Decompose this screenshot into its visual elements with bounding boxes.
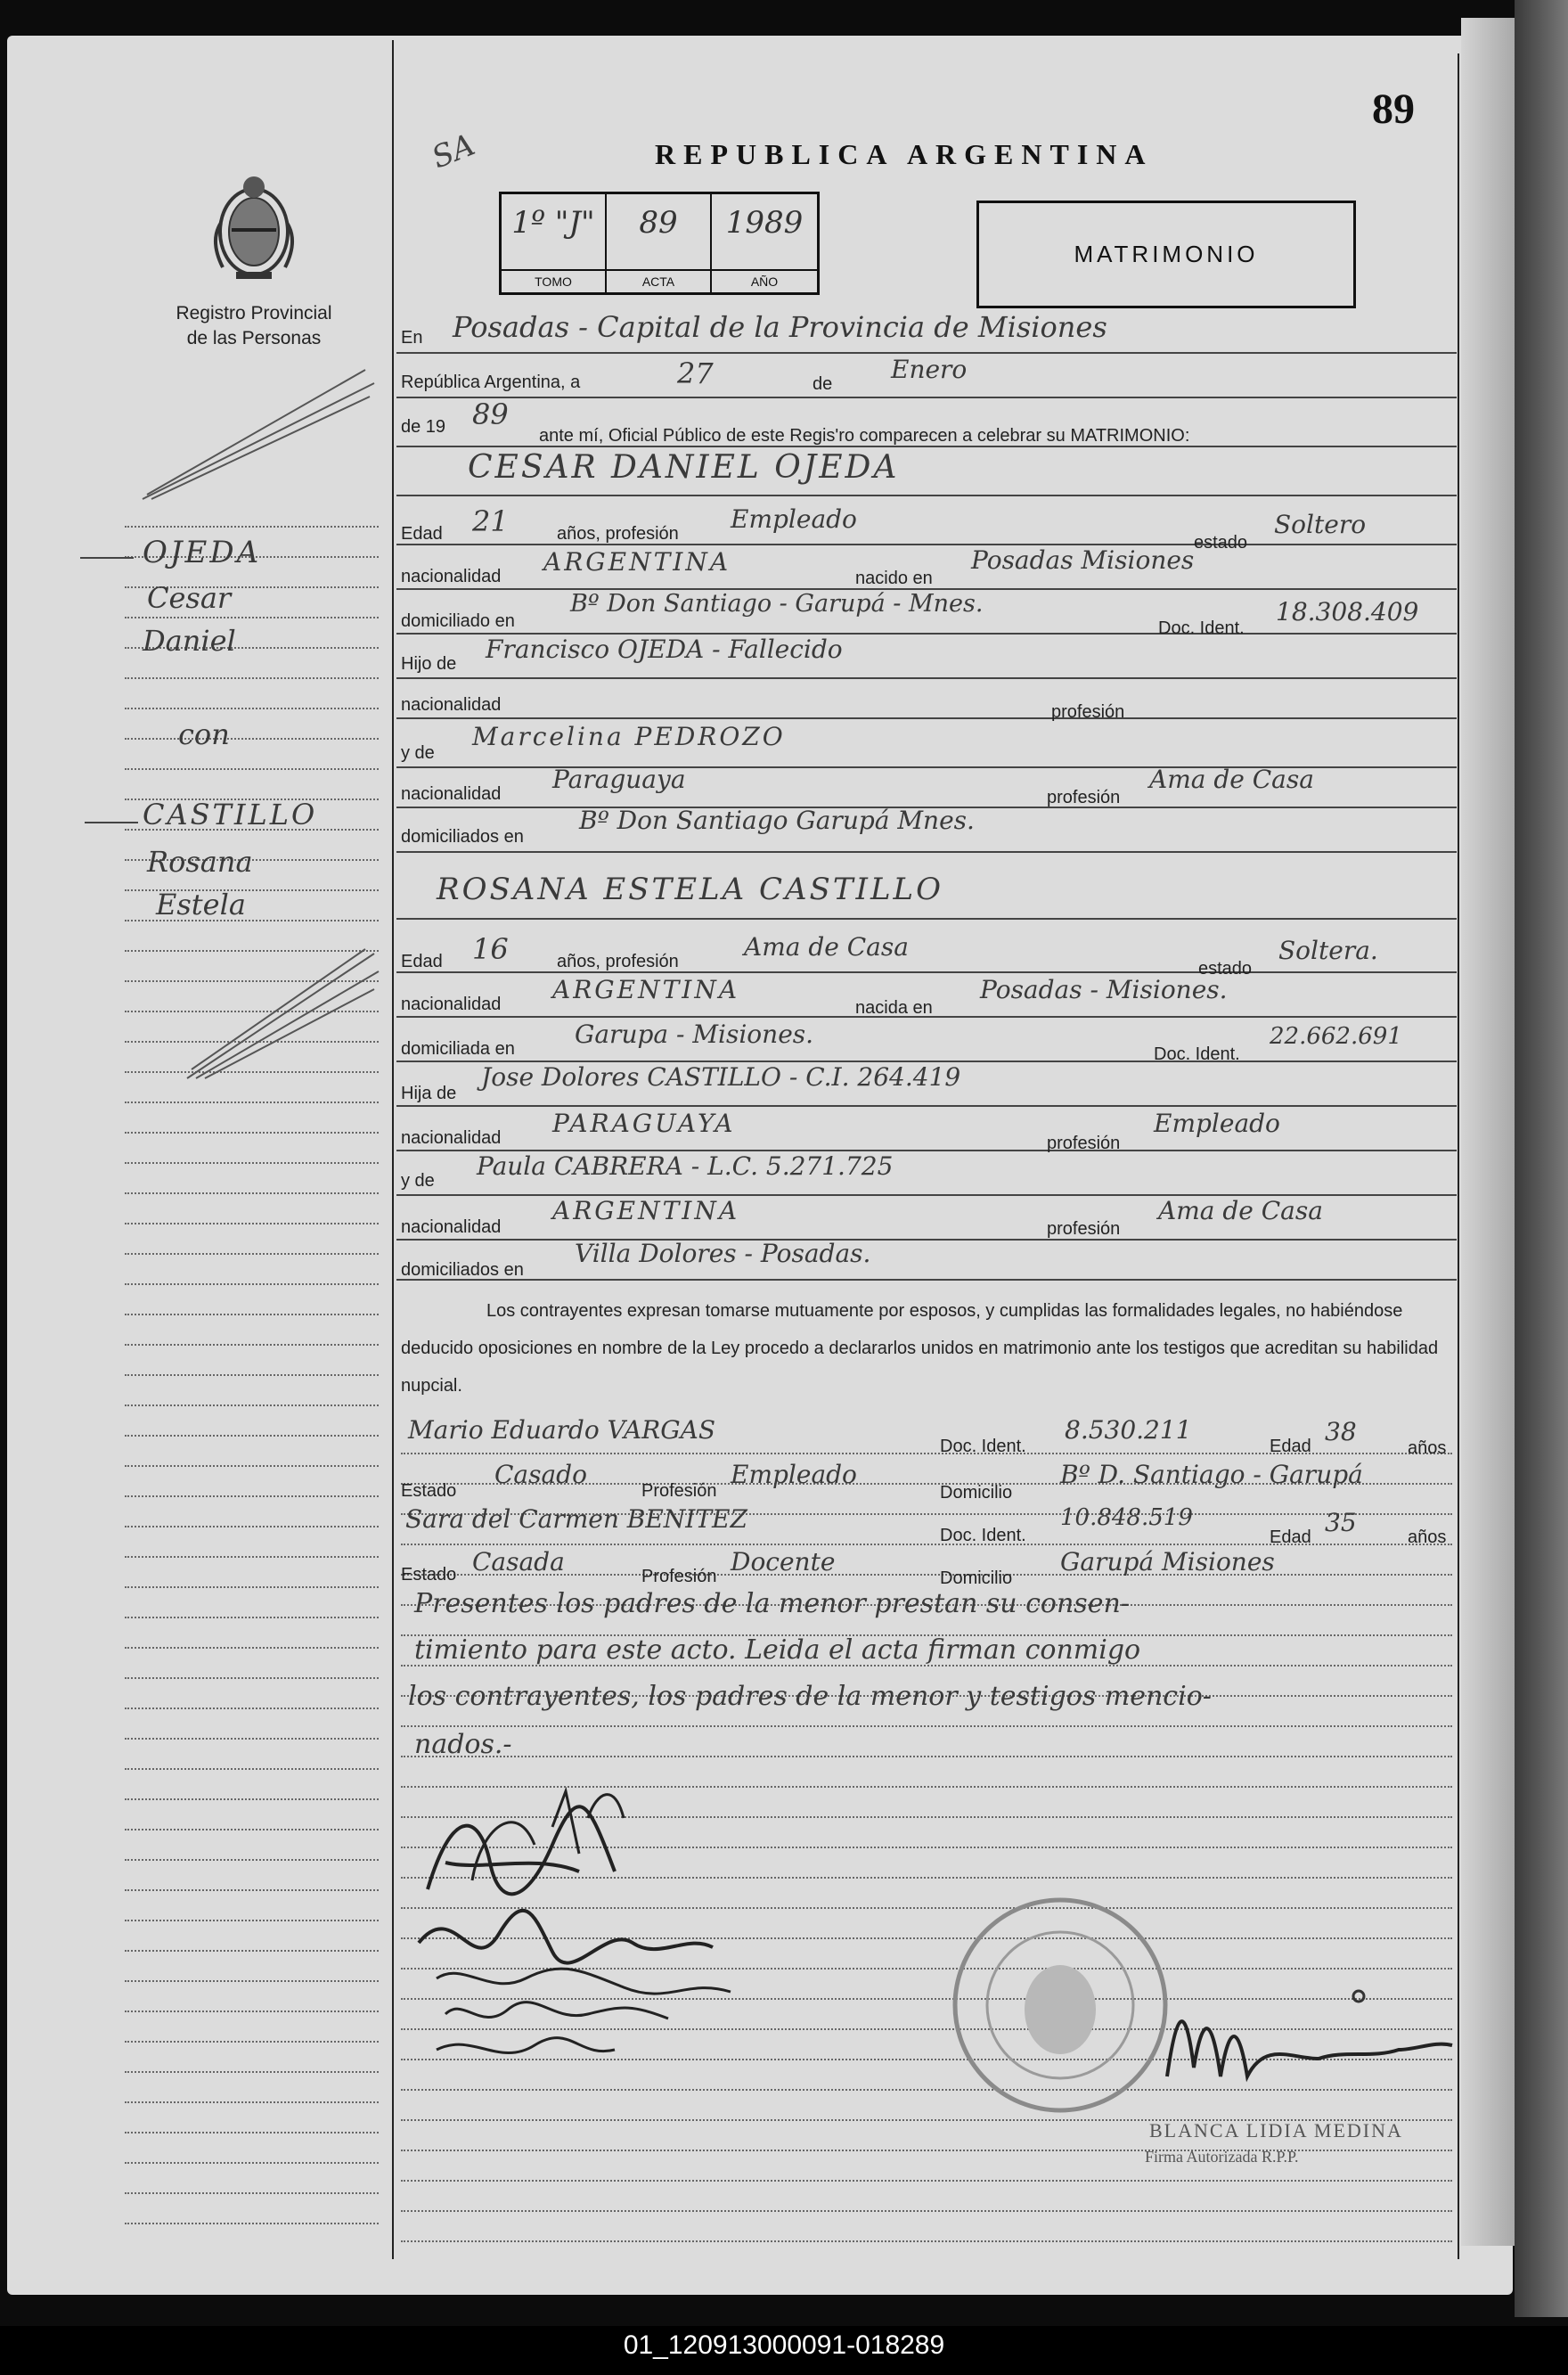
margin-rule [125,1102,379,1103]
bride-nationality: ARGENTINA [552,975,740,1004]
label-nacido-en: nacido en [855,569,933,588]
witness-2-profession: Docente [731,1547,836,1577]
label-anos-profesion: años, profesión [557,524,679,544]
witness-1-address: Bº D. Santiago - Garupá [1060,1460,1363,1489]
label-doc-ident: Doc. Ident. [940,1526,1026,1545]
form-rule [396,352,1457,354]
margin-rule [125,1708,379,1709]
margin-bride-name-2: Estela [156,888,246,921]
label-domiciliada-en: domiciliada en [401,1039,515,1059]
margin-rule [125,2071,379,2073]
groom-parents-address: Bº Don Santiago Garupá Mnes. [579,806,975,835]
margin-dash [80,557,134,559]
label-domiciliados-en: domiciliados en [401,827,524,847]
bride-mother: Paula CABRERA - L.C. 5.271.725 [477,1151,894,1181]
bride-birthplace: Posadas - Misiones. [980,975,1228,1004]
bride-father-nationality: PARAGUAYA [552,1109,736,1138]
label-domicilio: Domicilio [940,1483,1013,1503]
form-rule [396,397,1457,398]
groom-age: 21 [472,504,509,538]
margin-rule [125,1950,379,1952]
label-republica: República Argentina, a [401,373,581,392]
witness-2-status: Casada [472,1547,565,1577]
margin-rule [125,1768,379,1770]
officer-name: BLANCA LIDIA MEDINA [1149,2119,1403,2142]
bride-address: Garupa - Misiones. [575,1020,814,1049]
label-doc-ident: Doc. Ident. [940,1437,1026,1456]
label-nacionalidad: nacionalidad [401,567,502,586]
label-domiciliados-en: domiciliados en [401,1260,524,1280]
groom-name: CESAR DANIEL OJEDA [468,449,900,486]
label-nacionalidad: nacionalidad [401,995,502,1014]
margin-rule [125,1889,379,1891]
officer-title: Firma Autorizada R.P.P. [1145,2148,1299,2166]
margin-rule [125,1405,379,1406]
groom-doc: 18.308.409 [1276,597,1419,627]
label-nacionalidad: nacionalidad [401,695,502,715]
ano-label: AÑO [712,269,817,292]
margin-rule [125,1526,379,1527]
label-hija-de: Hija de [401,1084,457,1103]
bride-mother-profession: Ama de Casa [1158,1196,1323,1225]
tomo-label: TOMO [502,269,605,292]
form-rule [401,2240,1452,2242]
margin-rule [125,1132,379,1134]
bride-parents-address: Villa Dolores - Posadas. [575,1239,871,1268]
label-anos: años [1408,1438,1447,1458]
official-seal [944,1889,1176,2121]
margin-rule [125,1586,379,1588]
signatures-image [401,1765,775,2085]
witness-2-doc: 10.848.519 [1060,1504,1193,1531]
label-anos-profesion: años, profesión [557,952,679,971]
witness-1-status: Casado [494,1460,587,1489]
page-edge-shadow [1461,18,1515,2246]
margin-rule [125,1556,379,1558]
footer-id: 01_120913000091-018289 [623,2330,945,2360]
officer-signature [1149,1978,1470,2103]
label-hijo-de: Hijo de [401,654,457,674]
witness-1-age: 38 [1325,1417,1357,1446]
margin-rule [125,1829,379,1830]
label-profesion: profesión [1047,1219,1121,1239]
form-rule [401,2210,1452,2212]
groom-mother-profession: Ama de Casa [1149,765,1314,794]
note-line-4: nados.- [414,1729,512,1760]
witness-2-age: 35 [1325,1508,1357,1537]
groom-mother: Marcelina PEDROZO [472,722,786,751]
document-type-box [976,201,1356,308]
margin-rule [125,1374,379,1376]
label-estado: Estado [401,1565,457,1585]
ano-value: 1989 [725,205,804,241]
reference-box [499,192,820,295]
form-rule [396,717,1457,719]
registry-label [134,301,374,351]
margin-rule [125,1647,379,1649]
label-domiciliado-en: domiciliado en [401,611,515,631]
witness-2-address: Garupá Misiones [1060,1547,1275,1577]
margin-dash [85,822,138,823]
right-border [1458,53,1459,2259]
groom-mother-nationality: Paraguaya [552,765,686,794]
groom-nationality: ARGENTINA [543,547,731,577]
day: 27 [677,356,714,390]
label-estado: estado [1198,959,1253,979]
margin-con: con [178,717,230,751]
year-suffix: 89 [472,397,509,431]
bride-name: ROSANA ESTELA CASTILLO [437,872,943,907]
margin-rule [125,1617,379,1618]
witness-1-doc: 8.530.211 [1065,1415,1192,1445]
margin-rule [125,708,379,709]
label-nacionalidad: nacionalidad [401,1217,502,1237]
margin-rule [125,1314,379,1315]
margin-rule [125,1798,379,1800]
label-year-prefix: de 19 [401,417,446,437]
intro-statement: ante mí, Oficial Público de este Regis'ro comparecen a celebrar su MATRIMONIO: [539,426,1190,446]
label-profesion: profesión [1047,1134,1121,1153]
label-edad: Edad [1270,1527,1311,1547]
label-edad: Edad [401,952,443,971]
bride-status: Soltera. [1278,936,1378,965]
margin-rule [125,1495,379,1497]
label-nacionalidad: nacionalidad [401,1128,502,1148]
margin-rule [125,1253,379,1255]
label-profesion: Profesión [641,1567,717,1586]
margin-rule [125,2101,379,2103]
label-profesion: profesión [1051,702,1125,722]
margin-rule [125,2011,379,2012]
label-anos: años [1408,1527,1447,1547]
margin-rule [125,2132,379,2133]
coat-of-arms-icon [205,169,303,285]
groom-father: Francisco OJEDA - Fallecido [486,635,843,664]
witness-1-profession: Empleado [731,1460,857,1489]
margin-groom-name-1: Cesar [147,581,232,615]
margin-rule [125,1677,379,1679]
label-y-de: y de [401,743,435,763]
label-edad: Edad [1270,1437,1311,1456]
label-estado: estado [1194,533,1248,553]
strike-mark [134,365,383,508]
label-estado: Estado [401,1481,457,1501]
margin-rule [125,2162,379,2164]
acta-cell [607,194,712,292]
bride-father-profession: Empleado [1154,1109,1280,1138]
form-rule [401,1725,1452,1727]
margin-divider [392,40,394,2259]
label-domicilio: Domicilio [940,1568,1013,1588]
label-profesion: Profesión [641,1481,717,1501]
strike-mark [178,945,383,1087]
label-doc-ident: Doc. Ident. [1154,1044,1240,1064]
bride-profession: Ama de Casa [744,932,909,962]
form-rule [396,1105,1457,1107]
form-rule [396,918,1457,920]
margin-rule [125,2041,379,2043]
label-doc-ident: Doc. Ident. [1158,618,1245,638]
form-rule [401,2180,1452,2182]
witness-2-name: Sara del Carmen BENITEZ [405,1504,747,1534]
margin-rule [125,1738,379,1740]
registry-label-line-2: de las Personas [186,328,322,348]
margin-rule [125,2223,379,2224]
margin-rule [125,677,379,679]
label-nacida-en: nacida en [855,998,933,1018]
margin-groom-surname: OJEDA [143,535,262,570]
form-rule [396,1239,1457,1241]
margin-rule [125,1859,379,1861]
label-en: En [401,328,423,348]
groom-profession: Empleado [731,504,857,534]
note-line-3: los contrayentes, los padres de la menor y testigos mencio- [408,1681,1212,1712]
form-rule [396,544,1457,545]
margin-rule [125,1192,379,1194]
margin-rule [125,2192,379,2194]
groom-address: Bº Don Santiago - Garupá - Mnes. [570,590,984,618]
tomo-value: 1º "J" [511,205,595,241]
book-spine [1515,0,1568,2317]
margin-rule [125,1223,379,1224]
bride-mother-nationality: ARGENTINA [552,1196,740,1225]
margin-rule [125,526,379,528]
margin-bride-name-1: Rosana [147,845,253,879]
bride-age: 16 [472,932,509,966]
form-rule [396,1279,1457,1281]
margin-rule [125,1344,379,1346]
margin-rule [125,1435,379,1437]
handwritten-initials: SA [427,127,480,176]
legal-text: Los contrayentes expresan tomarse mutuamente por esposos, y cumplidas las formalidades legales, no habiéndose deducido oposiciones en nombre de la Ley procedo a declararlos unidos en matrimonio ante los testigos que acreditan su habilidad nupcial. [401,1301,1439,1396]
label-edad: Edad [401,524,443,544]
form-rule [396,851,1457,853]
margin-rule [125,1162,379,1164]
acta-value: 89 [639,205,678,241]
label-y-de: y de [401,1171,435,1191]
note-line-1: Presentes los padres de la menor prestan su consen- [414,1588,1130,1619]
margin-rule [125,617,379,618]
margin-rule [125,738,379,740]
registry-label-line-1: Registro Provincial [176,303,332,323]
label-de: de [813,374,833,394]
place: Posadas - Capital de la Provincia de Misiones [453,310,1107,344]
form-rule [401,1756,1452,1757]
margin-rule [125,1980,379,1982]
page-number: 89 [1372,86,1415,133]
margin-bride-surname: CASTILLO [143,798,318,831]
margin-rule [125,1465,379,1467]
groom-birthplace: Posadas Misiones [971,545,1195,575]
label-nacionalidad: nacionalidad [401,784,502,804]
form-rule [396,971,1457,973]
margin-groom-name-2: Daniel [143,624,236,658]
form-rule [396,495,1457,496]
margin-rule [125,768,379,770]
ano-cell [712,194,817,292]
margin-rule [125,1920,379,1921]
month: Enero [891,355,968,384]
bride-doc: 22.662.691 [1270,1023,1402,1050]
document-type: MATRIMONIO [1074,241,1259,267]
country-heading: REPUBLICA ARGENTINA [655,138,1154,170]
note-line-2: timiento para este acto. Leida el acta firman conmigo [414,1634,1141,1666]
tomo-cell [502,194,607,292]
witness-1-name: Mario Eduardo VARGAS [408,1415,716,1445]
form-rule [396,677,1457,679]
margin-rule [125,1283,379,1285]
label-profesion: profesión [1047,788,1121,807]
groom-status: Soltero [1274,510,1367,539]
acta-label: ACTA [607,269,710,292]
bride-father: Jose Dolores CASTILLO - C.I. 264.419 [481,1062,961,1092]
